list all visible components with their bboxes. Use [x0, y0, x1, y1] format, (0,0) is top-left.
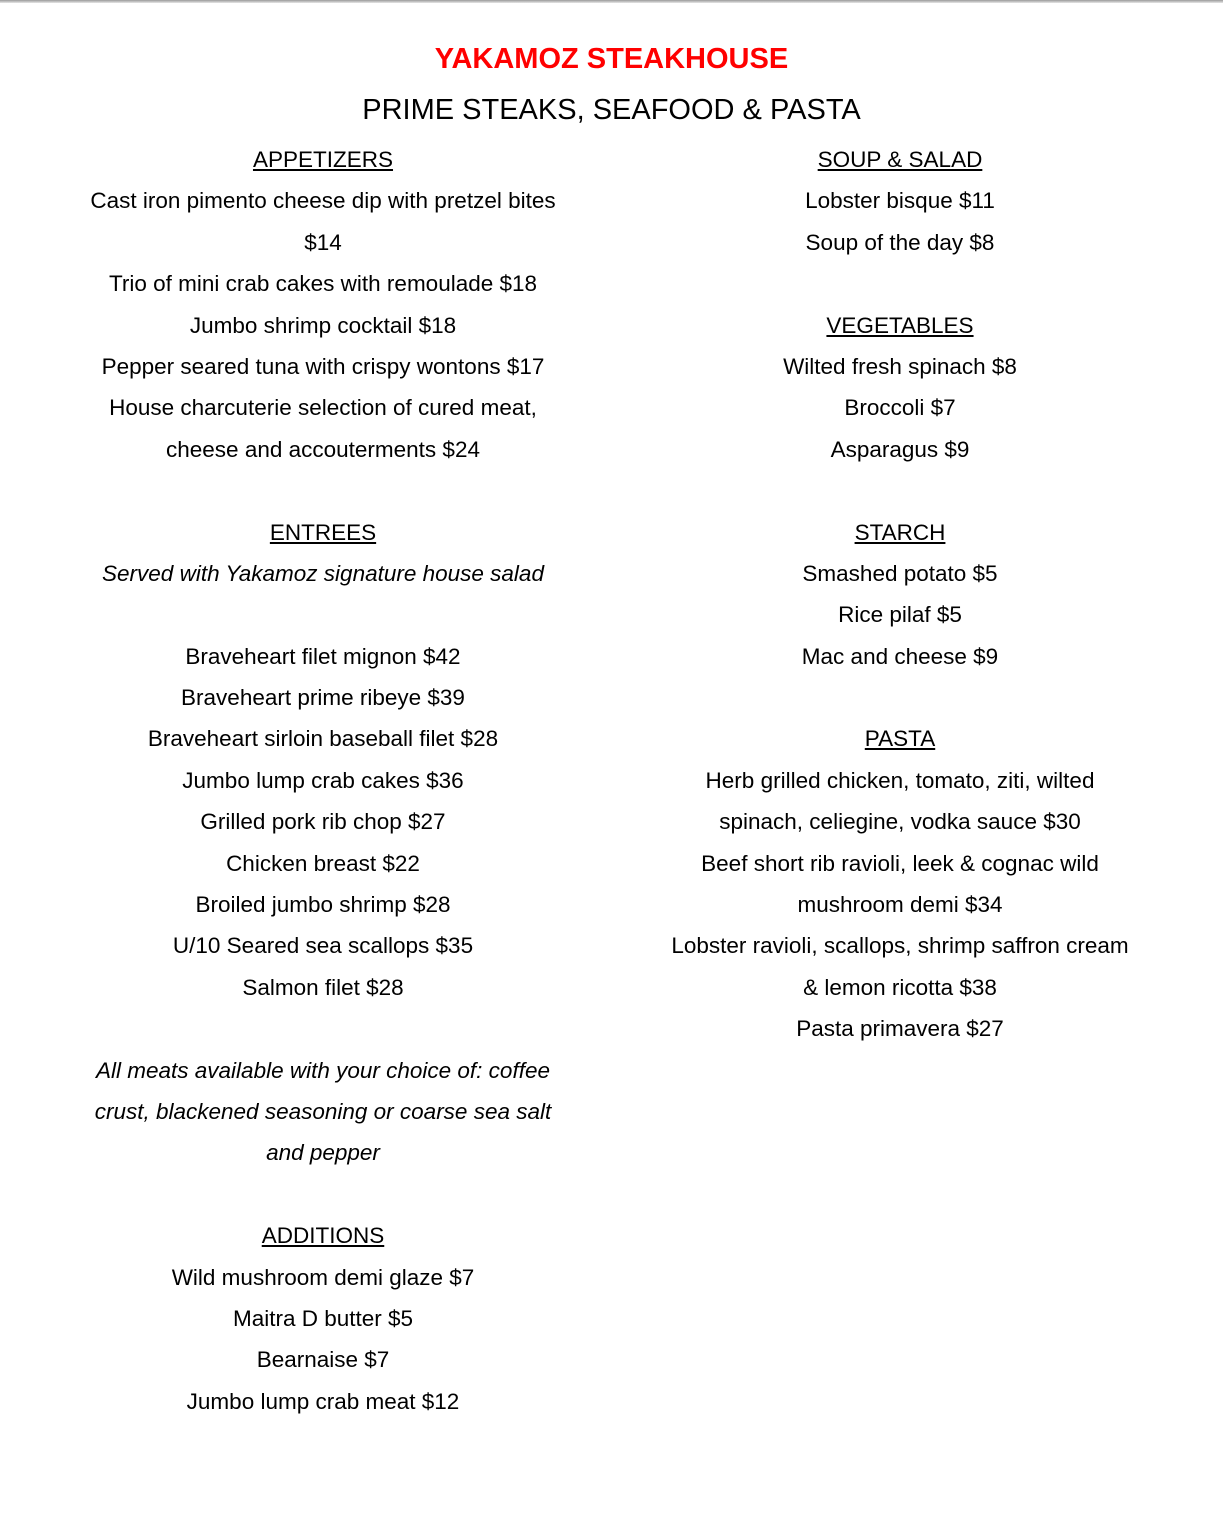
starch-item: Rice pilaf $5	[838, 602, 962, 628]
pasta-line: mushroom demi $34	[797, 892, 1003, 918]
soup-salad-item: Soup of the day $8	[805, 229, 995, 255]
appetizer-line: $14	[304, 229, 342, 255]
appetizer-line: Pepper seared tuna with crispy wontons $17	[101, 353, 545, 379]
appetizers-heading: APPETIZERS	[252, 147, 394, 172]
vegetables-heading: VEGETABLES	[826, 312, 974, 338]
spacer	[53, 470, 593, 511]
starch-item: Smashed potato $5	[802, 560, 998, 586]
appetizer-line: cheese and accouterments $24	[166, 436, 480, 462]
addition-item: Wild mushroom demi glaze $7	[171, 1264, 475, 1290]
entrees-heading: ENTREES	[269, 519, 377, 545]
pasta-line: Lobster ravioli, scallops, shrimp saffron cream	[671, 933, 1129, 959]
soup-salad-item: Lobster bisque $11	[805, 188, 995, 214]
meat-note-line: All meats available with your choice of: coffee	[96, 1057, 550, 1083]
vegetable-item: Wilted fresh spinach $8	[783, 353, 1017, 379]
pasta-line: Pasta primavera $27	[796, 1016, 1004, 1042]
vegetable-item: Asparagus $9	[830, 436, 970, 462]
addition-item: Bearnaise $7	[256, 1347, 390, 1373]
menu-subtitle: PRIME STEAKS, SEAFOOD & PASTA	[362, 94, 861, 126]
entree-item: Grilled pork rib chop $27	[200, 809, 446, 835]
addition-item: Jumbo lump crab meat $12	[186, 1388, 460, 1414]
soup-salad-heading: SOUP & SALAD	[817, 147, 983, 172]
spacer	[53, 1008, 593, 1049]
pasta-line: Herb grilled chicken, tomato, ziti, wilted	[705, 767, 1095, 793]
spacer	[53, 1174, 593, 1215]
pasta-line: Beef short rib ravioli, leek & cognac wild	[701, 850, 1099, 876]
entree-item: Jumbo lump crab cakes $36	[182, 767, 464, 793]
appetizer-line: Jumbo shrimp cocktail $18	[189, 312, 457, 338]
entree-item: U/10 Seared sea scallops $35	[172, 933, 474, 959]
starch-heading: STARCH	[854, 519, 946, 545]
pasta-heading: PASTA	[864, 726, 936, 752]
spacer	[640, 470, 1160, 511]
entree-item: Salmon filet $28	[242, 974, 404, 1000]
pasta-line: & lemon ricotta $38	[803, 974, 997, 1000]
top-border	[0, 0, 1223, 3]
left-column	[53, 139, 593, 1422]
additions-heading: ADDITIONS	[261, 1223, 385, 1249]
entree-item: Braveheart sirloin baseball filet $28	[147, 726, 499, 752]
meat-note-line: and pepper	[266, 1140, 380, 1166]
restaurant-name: YAKAMOZ STEAKHOUSE	[434, 43, 789, 75]
entree-item: Chicken breast $22	[226, 850, 420, 876]
spacer	[640, 263, 1160, 304]
vegetable-item: Broccoli $7	[844, 395, 956, 421]
appetizer-line: House charcuterie selection of cured meat,	[109, 395, 537, 421]
appetizer-line: Trio of mini crab cakes with remoulade $18	[108, 271, 538, 297]
addition-item: Maitra D butter $5	[232, 1305, 414, 1331]
entree-item: Braveheart prime ribeye $39	[181, 685, 465, 711]
starch-item: Mac and cheese $9	[801, 643, 999, 669]
entree-item: Broiled jumbo shrimp $28	[195, 892, 451, 918]
entree-item: Braveheart filet mignon $42	[185, 643, 461, 669]
right-column	[640, 139, 1160, 1050]
spacer	[640, 677, 1160, 718]
entrees-note: Served with Yakamoz signature house salad	[102, 560, 544, 586]
appetizer-line: Cast iron pimento cheese dip with pretzel bites	[90, 188, 556, 214]
spacer	[53, 594, 593, 635]
pasta-line: spinach, celiegine, vodka sauce $30	[719, 809, 1081, 835]
meat-note-line: crust, blackened seasoning or coarse sea salt	[94, 1098, 552, 1124]
